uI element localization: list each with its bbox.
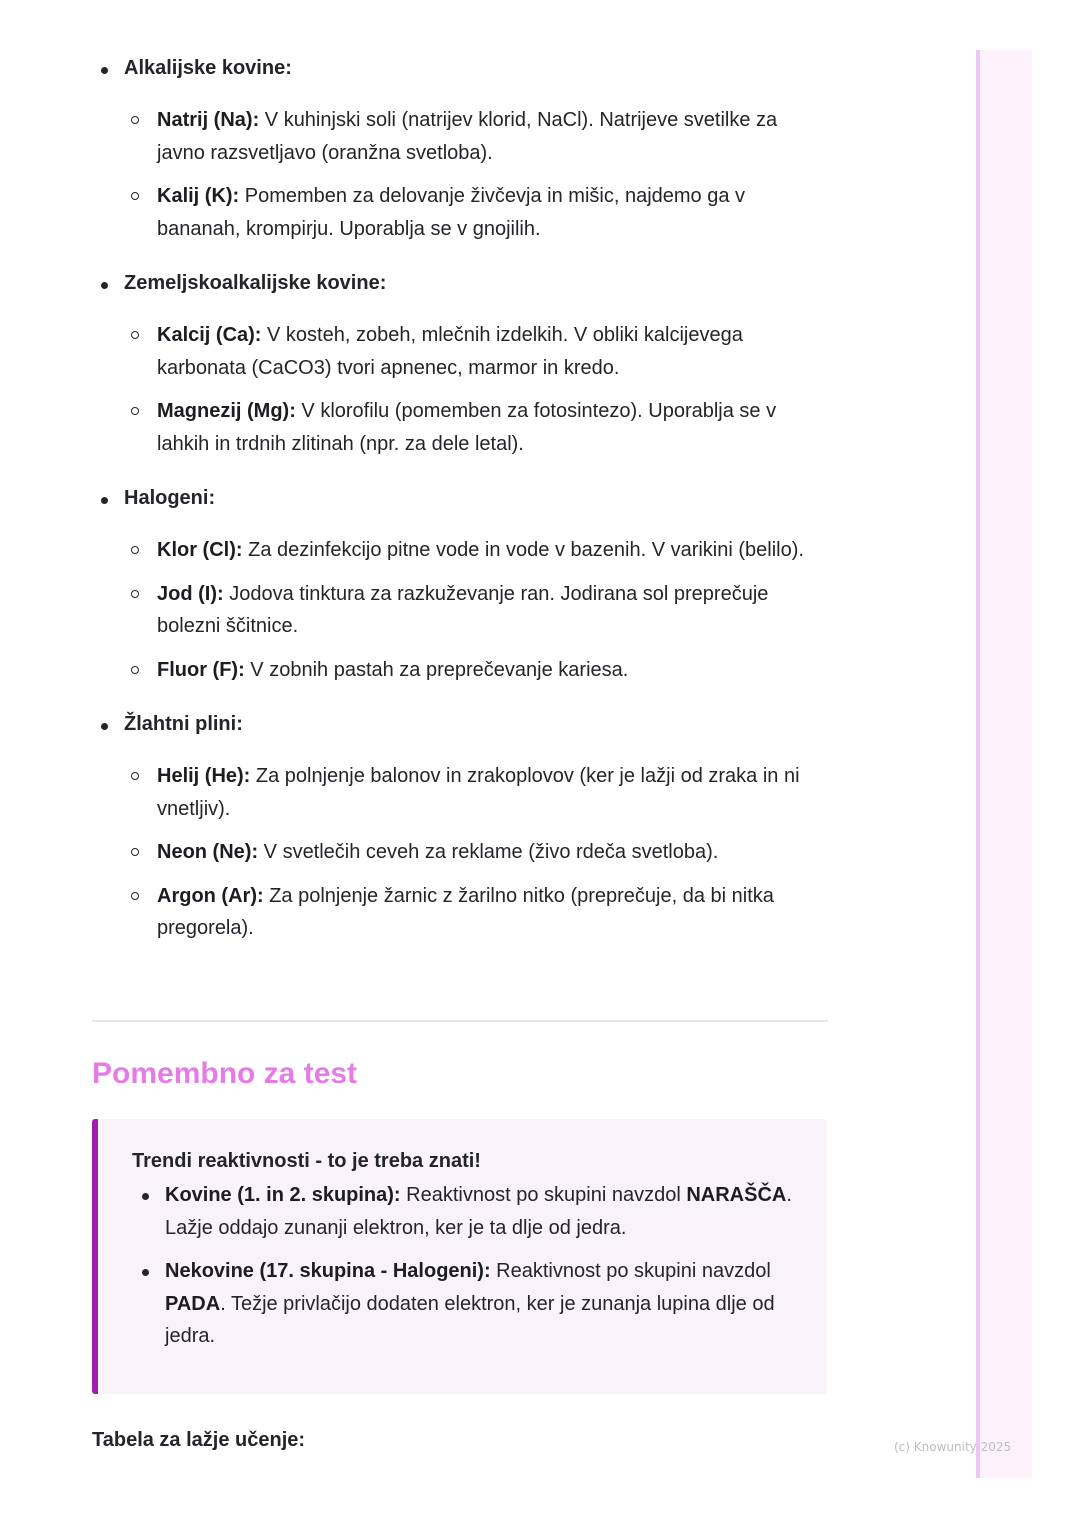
element-text: Za dezinfekcijo pitne vode in vode v bazenih. V varikini (belilo). bbox=[242, 539, 804, 561]
callout-text: . Težje privlačijo dodaten elektron, ker je zunanja lupina dlje od jedra. bbox=[165, 1292, 775, 1347]
element-text: V klorofilu (pomemben za fotosintezo). Uporablja se v lahkih in trdnih zlitinah (npr. za dele letal). bbox=[157, 400, 777, 455]
callout-text: . Lažje oddajo zunanji elektron, ker je ta dlje od jedra. bbox=[165, 1184, 792, 1239]
group-title: Žlahtni plini: bbox=[124, 713, 243, 735]
group-items bbox=[124, 319, 828, 460]
group-title: Alkalijske kovine: bbox=[124, 57, 292, 79]
element-term: Kalij (K): bbox=[157, 185, 240, 207]
element-text: V zobnih pastah za preprečevanje kariesa. bbox=[244, 658, 629, 681]
list-item bbox=[124, 180, 828, 245]
callout-strong: NARAŠČA bbox=[686, 1184, 787, 1206]
callout-box bbox=[92, 1119, 827, 1394]
section-divider bbox=[92, 1020, 828, 1022]
list-item bbox=[124, 395, 828, 460]
list-item bbox=[124, 880, 828, 945]
element-text: V kuhinjski soli (natrijev klorid, NaCl). Natrijeve svetilke za javno razsvetljavo (oranžna svetloba). bbox=[157, 109, 778, 164]
margin-strip bbox=[976, 50, 1032, 1478]
element-text: Jodova tinktura za razkuževanje ran. Jodirana sol preprečuje bolezni ščitnice. bbox=[157, 582, 769, 637]
element-term: Jod (I): bbox=[157, 582, 224, 605]
group-alkaline-earth-metals bbox=[92, 267, 828, 460]
list-item bbox=[124, 654, 828, 687]
callout-text: Reaktivnost po skupini navzdol bbox=[490, 1260, 771, 1282]
callout-term: Nekovine (17. skupina - Halogeni): bbox=[165, 1260, 491, 1282]
list-item bbox=[132, 1255, 797, 1353]
group-title: Zemeljskoalkalijske kovine: bbox=[124, 272, 387, 294]
callout-list bbox=[132, 1179, 797, 1353]
element-text: Za polnjenje balonov in zrakoplovov (ker je lažji od zraka in ni vnetljiv). bbox=[157, 765, 800, 820]
group-halogens bbox=[92, 482, 828, 686]
element-text: V svetlečih ceveh za reklame (živo rdeča svetloba). bbox=[258, 841, 719, 863]
element-text: Pomemben za delovanje živčevja in mišic, najdemo ga v bananah, krompirju. Uporablja se v gnojilih. bbox=[157, 185, 746, 240]
element-term: Klor (Cl): bbox=[157, 539, 243, 561]
callout-term: Kovine (1. in 2. skupina): bbox=[165, 1184, 401, 1206]
group-noble-gases bbox=[92, 708, 828, 945]
element-term: Helij (He): bbox=[157, 765, 251, 787]
group-items bbox=[124, 534, 828, 686]
element-term: Kalcij (Ca): bbox=[157, 324, 262, 346]
list-item bbox=[132, 1179, 797, 1244]
list-item bbox=[124, 104, 828, 169]
element-text: V kosteh, zobeh, mlečnih izdelkih. V obliki kalcijevega karbonata (CaCO3) tvori apnenec, marmor in kredo. bbox=[157, 324, 743, 379]
element-term: Neon (Ne): bbox=[157, 841, 259, 863]
list-item bbox=[124, 319, 828, 384]
table-title: Tabela za lažje učenje: bbox=[92, 1429, 306, 1451]
section-heading: Pomembno za test bbox=[92, 1057, 358, 1090]
callout-title: Trendi reaktivnosti - to je treba znati! bbox=[132, 1150, 481, 1172]
watermark: (c) Knowunity 2025 bbox=[894, 1440, 1012, 1454]
page-content bbox=[92, 0, 828, 967]
list-item bbox=[124, 578, 828, 643]
list-item bbox=[124, 760, 828, 825]
element-term: Argon (Ar): bbox=[157, 884, 264, 907]
callout-text: Reaktivnost po skupini navzdol bbox=[400, 1184, 687, 1206]
callout-strong: PADA bbox=[165, 1292, 221, 1315]
list-item bbox=[124, 836, 828, 869]
group-items bbox=[124, 104, 828, 245]
list-item bbox=[124, 534, 828, 567]
group-items bbox=[124, 760, 828, 945]
element-term: Fluor (F): bbox=[157, 658, 245, 681]
element-term: Natrij (Na): bbox=[157, 109, 260, 131]
element-term: Magnezij (Mg): bbox=[157, 400, 296, 422]
element-groups-list bbox=[92, 0, 828, 945]
element-text: Za polnjenje žarnic z žarilno nitko (preprečuje, da bi nitka pregorela). bbox=[157, 884, 774, 939]
group-alkali-metals bbox=[92, 52, 828, 245]
group-title: Halogeni: bbox=[124, 487, 216, 509]
margin-line bbox=[976, 50, 980, 1478]
